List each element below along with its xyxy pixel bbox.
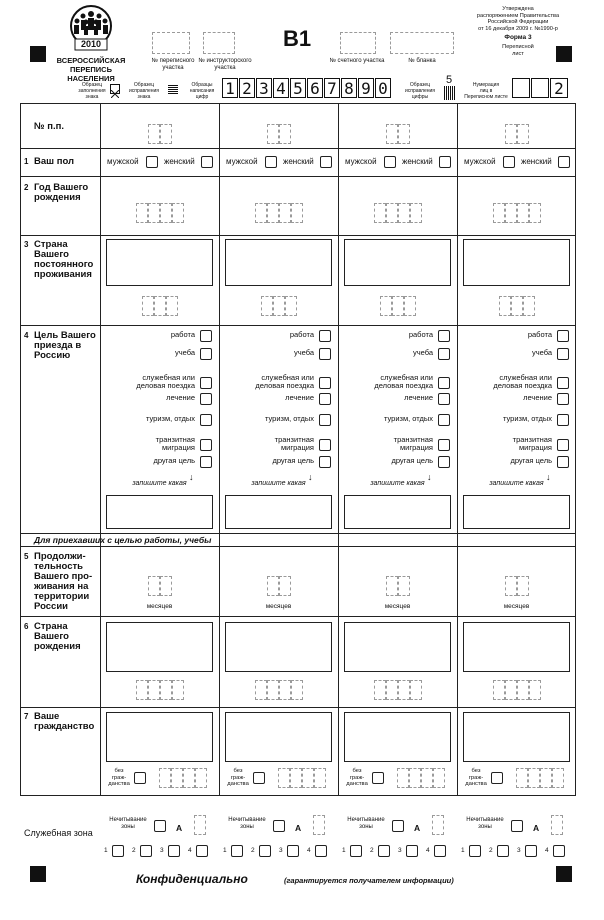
birth-country-code-cell[interactable] xyxy=(160,680,172,700)
arrow-down-icon: ↓ xyxy=(308,472,313,482)
birth-country-code-cell[interactable] xyxy=(172,680,184,700)
person-number-cell[interactable] xyxy=(148,124,160,144)
sex-male-label: мужской xyxy=(345,157,377,166)
row-label-stay-duration: Продолжи- тельность Вашего про- живания на территории России xyxy=(34,551,93,612)
sample-digit: 3 xyxy=(256,78,272,98)
service-number: 3 xyxy=(398,847,402,854)
sex-female-checkbox[interactable] xyxy=(201,156,213,168)
logo-line1: ВСЕРОССИЙСКАЯ xyxy=(56,56,126,65)
birth-year-cell[interactable] xyxy=(172,203,184,223)
district-number-box[interactable] xyxy=(152,32,190,54)
other-purpose-input[interactable] xyxy=(225,495,332,529)
nonread-checkbox[interactable] xyxy=(392,820,404,832)
service-number: 2 xyxy=(370,847,374,854)
person-number-cell[interactable] xyxy=(517,124,529,144)
visit-purpose-option-label: служебная или деловая поездка xyxy=(136,373,195,390)
service-number: 2 xyxy=(132,847,136,854)
months-unit-label: месяцев xyxy=(503,603,530,610)
visit-purpose-option-label: служебная или деловая поездка xyxy=(255,373,314,390)
birth-year-cell[interactable] xyxy=(386,203,398,223)
visit-purpose-checkbox[interactable] xyxy=(200,456,212,468)
citizenship-code-cell[interactable] xyxy=(278,768,290,788)
birth-year-cell[interactable] xyxy=(279,203,291,223)
service-number: 3 xyxy=(160,847,164,854)
months-unit-label: месяцев xyxy=(384,603,411,610)
row-label-citizenship: Ваше гражданство xyxy=(34,711,95,732)
service-number: 4 xyxy=(426,847,430,854)
row-number: 6 xyxy=(24,622,29,631)
citizenship-code-cell[interactable] xyxy=(314,768,326,788)
months-unit-label: месяцев xyxy=(146,603,173,610)
birth-country-code-cell[interactable] xyxy=(398,680,410,700)
citizenship-code-cell[interactable] xyxy=(528,768,540,788)
sample-digit: 8 xyxy=(341,78,357,98)
residence-country-code-cell[interactable] xyxy=(261,296,273,316)
visit-purpose-checkbox[interactable] xyxy=(557,439,569,451)
service-code-cell[interactable] xyxy=(194,815,206,835)
write-hint: запишите какая xyxy=(370,480,425,487)
visit-purpose-checkbox[interactable] xyxy=(319,330,331,342)
visit-purpose-option-label: туризм, отдых xyxy=(145,414,195,423)
write-hint: запишите какая xyxy=(132,480,187,487)
service-code-cell[interactable] xyxy=(432,815,444,835)
people-numbering-label: Нумерация лиц в Переписном листе xyxy=(464,82,508,100)
sex-male-label: мужской xyxy=(464,157,496,166)
sample-digits-label: Образцы написания цифр xyxy=(189,82,215,100)
row-label-sex: Ваш пол xyxy=(34,156,75,167)
service-number-checkbox[interactable] xyxy=(168,845,180,857)
form-name: Форма 3 xyxy=(504,34,532,42)
service-number-checkbox[interactable] xyxy=(196,845,208,857)
sex-female-checkbox[interactable] xyxy=(439,156,451,168)
visit-purpose-checkbox[interactable] xyxy=(200,348,212,360)
service-number-checkbox[interactable] xyxy=(231,845,243,857)
sample-fix-label: Образец исправления знака xyxy=(128,82,160,100)
service-number: 4 xyxy=(307,847,311,854)
visit-purpose-option-label: учеба xyxy=(174,348,195,357)
birth-country-input[interactable] xyxy=(344,622,451,672)
visit-purpose-checkbox[interactable] xyxy=(319,393,331,405)
stay-months-cell[interactable] xyxy=(398,576,410,596)
nonread-label: Нечитывание зоны xyxy=(466,817,504,830)
residence-country-code-cell[interactable] xyxy=(511,296,523,316)
visit-purpose-checkbox[interactable] xyxy=(438,456,450,468)
citizenship-code-cell[interactable] xyxy=(409,768,421,788)
citizenship-code-cell[interactable] xyxy=(540,768,552,788)
residence-country-input[interactable] xyxy=(225,239,332,286)
service-number-checkbox[interactable] xyxy=(350,845,362,857)
write-hint: запишите какая xyxy=(489,480,544,487)
person-number-cell[interactable] xyxy=(267,124,279,144)
banner-work-study: Для приехавших с целью работы, учебы xyxy=(34,535,212,545)
service-code-cell[interactable] xyxy=(313,815,325,835)
row-label-number: № п.п. xyxy=(34,121,64,132)
birth-year-cell[interactable] xyxy=(255,203,267,223)
registration-mark-top-left xyxy=(30,46,46,62)
stay-months-cell[interactable] xyxy=(505,576,517,596)
sex-female-checkbox[interactable] xyxy=(320,156,332,168)
citizenship-code-cell[interactable] xyxy=(290,768,302,788)
stay-months-cell[interactable] xyxy=(517,576,529,596)
residence-country-code-cell[interactable] xyxy=(404,296,416,316)
visit-purpose-checkbox[interactable] xyxy=(319,439,331,451)
visit-purpose-option-label: транзитная миграция xyxy=(274,435,314,452)
visit-purpose-checkbox[interactable] xyxy=(319,348,331,360)
visit-purpose-checkbox[interactable] xyxy=(200,330,212,342)
birth-year-cell[interactable] xyxy=(529,203,541,223)
visit-purpose-option-label: работа xyxy=(408,330,433,339)
confidential-label: Конфиденциально xyxy=(136,872,248,886)
birth-country-code-cell[interactable] xyxy=(136,680,148,700)
service-letter: А xyxy=(176,823,183,833)
service-number: 2 xyxy=(489,847,493,854)
field-label-instructor: № инструкторского участка xyxy=(198,58,252,71)
visit-purpose-option-label: другая цель xyxy=(272,456,314,465)
nonread-checkbox[interactable] xyxy=(511,820,523,832)
row-label-birth-year: Год Вашего рождения xyxy=(34,182,89,203)
citizenship-code-cell[interactable] xyxy=(421,768,433,788)
row-label-visit-purpose: Цель Вашего приезда в Россию xyxy=(34,330,96,361)
service-number-checkbox[interactable] xyxy=(315,845,327,857)
service-number: 3 xyxy=(517,847,521,854)
sex-male-label: мужской xyxy=(107,157,139,166)
sex-female-label: женский xyxy=(521,157,552,166)
sex-male-checkbox[interactable] xyxy=(503,156,515,168)
residence-country-code-cell[interactable] xyxy=(154,296,166,316)
service-number: 1 xyxy=(461,847,465,854)
birth-country-code-cell[interactable] xyxy=(517,680,529,700)
birth-year-cell[interactable] xyxy=(374,203,386,223)
service-number-checkbox[interactable] xyxy=(378,845,390,857)
sample-digit: 4 xyxy=(273,78,289,98)
sample-digits-row xyxy=(222,78,392,100)
sex-female-label: женский xyxy=(402,157,433,166)
stay-months-cell[interactable] xyxy=(279,576,291,596)
birth-country-input[interactable] xyxy=(463,622,570,672)
service-number: 1 xyxy=(223,847,227,854)
visit-purpose-checkbox[interactable] xyxy=(557,348,569,360)
visit-purpose-checkbox[interactable] xyxy=(557,377,569,389)
service-number-checkbox[interactable] xyxy=(406,845,418,857)
stateless-label: без граж- данства xyxy=(465,768,487,788)
visit-purpose-option-label: работа xyxy=(170,330,195,339)
sample-fix-digit-label: Образец исправления цифры xyxy=(404,82,436,100)
other-purpose-input[interactable] xyxy=(463,495,570,529)
visit-purpose-checkbox[interactable] xyxy=(557,330,569,342)
sex-female-checkbox[interactable] xyxy=(558,156,570,168)
registration-mark-bottom-right xyxy=(556,866,572,882)
nonread-label: Нечитывание зоны xyxy=(228,817,266,830)
service-number-checkbox[interactable] xyxy=(497,845,509,857)
citizenship-code-cell[interactable] xyxy=(183,768,195,788)
visit-purpose-checkbox[interactable] xyxy=(438,330,450,342)
service-number-checkbox[interactable] xyxy=(259,845,271,857)
stay-months-cell[interactable] xyxy=(160,576,172,596)
birth-year-cell[interactable] xyxy=(410,203,422,223)
stay-months-cell[interactable] xyxy=(148,576,160,596)
service-number-checkbox[interactable] xyxy=(525,845,537,857)
visit-purpose-checkbox[interactable] xyxy=(438,377,450,389)
visit-purpose-option-label: учеба xyxy=(293,348,314,357)
residence-country-code-cell[interactable] xyxy=(166,296,178,316)
row-label-residence-country: Страна Вашего постоянного проживания xyxy=(34,239,94,280)
sample-digit: 2 xyxy=(239,78,255,98)
logo-line2: ПЕРЕПИСЬ НАСЕЛЕНИЯ xyxy=(67,65,115,83)
visit-purpose-option-label: другая цель xyxy=(510,456,552,465)
sample-fix-box xyxy=(168,84,178,94)
nonread-label: Нечитывание зоны xyxy=(109,817,147,830)
sample-digit: 9 xyxy=(358,78,374,98)
sample-digit: 5 xyxy=(290,78,306,98)
field-label-count: № счетного участка xyxy=(329,58,385,64)
service-number-checkbox[interactable] xyxy=(434,845,446,857)
birth-country-code-cell[interactable] xyxy=(255,680,267,700)
residence-country-code-cell[interactable] xyxy=(273,296,285,316)
residence-country-input[interactable] xyxy=(344,239,451,286)
months-unit-label: месяцев xyxy=(265,603,292,610)
service-number-checkbox[interactable] xyxy=(287,845,299,857)
census-logo xyxy=(55,4,127,83)
sex-male-checkbox[interactable] xyxy=(265,156,277,168)
arrow-down-icon: ↓ xyxy=(189,472,194,482)
service-letter: А xyxy=(533,823,540,833)
birth-year-cell[interactable] xyxy=(267,203,279,223)
row-number: 3 xyxy=(24,240,29,249)
registration-mark-bottom-left xyxy=(30,866,46,882)
service-number: 1 xyxy=(104,847,108,854)
visit-purpose-checkbox[interactable] xyxy=(557,414,569,426)
visit-purpose-checkbox[interactable] xyxy=(319,456,331,468)
citizenship-input[interactable] xyxy=(344,712,451,762)
sex-female-label: женский xyxy=(283,157,314,166)
guarantee-note: (гарантируется получателем информации) xyxy=(284,876,454,885)
stay-months-cell[interactable] xyxy=(267,576,279,596)
service-code-cell[interactable] xyxy=(551,815,563,835)
birth-country-code-cell[interactable] xyxy=(267,680,279,700)
visit-purpose-checkbox[interactable] xyxy=(200,439,212,451)
row-label-birth-country: Страна Вашего рождения xyxy=(34,621,81,652)
form-code: В1 xyxy=(282,26,312,51)
visit-purpose-option-label: транзитная миграция xyxy=(393,435,433,452)
sample-digit: 1 xyxy=(222,78,238,98)
field-label-form: № бланка xyxy=(408,58,436,64)
residence-country-code-cell[interactable] xyxy=(380,296,392,316)
arrow-down-icon: ↓ xyxy=(427,472,432,482)
nonread-checkbox[interactable] xyxy=(154,820,166,832)
service-number-checkbox[interactable] xyxy=(112,845,124,857)
visit-purpose-checkbox[interactable] xyxy=(438,348,450,360)
citizenship-code-cell[interactable] xyxy=(195,768,207,788)
visit-purpose-option-label: туризм, отдых xyxy=(502,414,552,423)
service-number: 4 xyxy=(188,847,192,854)
birth-year-cell[interactable] xyxy=(148,203,160,223)
visit-purpose-option-label: лечение xyxy=(166,393,195,402)
service-number: 4 xyxy=(545,847,549,854)
birth-country-input[interactable] xyxy=(106,622,213,672)
stateless-label: без граж- данства xyxy=(108,768,130,788)
person-number-cell[interactable] xyxy=(386,124,398,144)
birth-year-cell[interactable] xyxy=(136,203,148,223)
cross-mark-icon xyxy=(111,90,119,98)
nonread-checkbox[interactable] xyxy=(273,820,285,832)
service-number-checkbox[interactable] xyxy=(469,845,481,857)
residence-country-code-cell[interactable] xyxy=(392,296,404,316)
visit-purpose-checkbox[interactable] xyxy=(438,393,450,405)
birth-country-code-cell[interactable] xyxy=(493,680,505,700)
visit-purpose-option-label: туризм, отдых xyxy=(383,414,433,423)
birth-year-cell[interactable] xyxy=(398,203,410,223)
residence-country-code-cell[interactable] xyxy=(523,296,535,316)
service-zone-label: Служебная зона xyxy=(24,828,93,838)
birth-year-cell[interactable] xyxy=(505,203,517,223)
person-number-cell[interactable] xyxy=(160,124,172,144)
stateless-label: без граж- данства xyxy=(227,768,249,788)
stateless-checkbox[interactable] xyxy=(134,772,146,784)
other-purpose-input[interactable] xyxy=(106,495,213,529)
service-number: 1 xyxy=(342,847,346,854)
stay-months-cell[interactable] xyxy=(386,576,398,596)
visit-purpose-checkbox[interactable] xyxy=(319,414,331,426)
citizenship-input[interactable] xyxy=(106,712,213,762)
service-number: 3 xyxy=(279,847,283,854)
service-number-checkbox[interactable] xyxy=(140,845,152,857)
row-number: 5 xyxy=(24,552,29,561)
visit-purpose-option-label: транзитная миграция xyxy=(155,435,195,452)
citizenship-code-cell[interactable] xyxy=(302,768,314,788)
sex-male-label: мужской xyxy=(226,157,258,166)
instructor-district-box[interactable] xyxy=(203,32,235,54)
people-number-value: 2 xyxy=(550,78,568,98)
service-number: 2 xyxy=(251,847,255,854)
visit-purpose-option-label: работа xyxy=(289,330,314,339)
person-number-cell[interactable] xyxy=(279,124,291,144)
citizenship-input[interactable] xyxy=(225,712,332,762)
arrow-down-icon: ↓ xyxy=(546,472,551,482)
other-purpose-input[interactable] xyxy=(344,495,451,529)
people-number-boxes[interactable] xyxy=(512,78,569,98)
citizenship-code-cell[interactable] xyxy=(397,768,409,788)
birth-year-cell[interactable] xyxy=(493,203,505,223)
birth-country-code-cell[interactable] xyxy=(291,680,303,700)
visit-purpose-option-label: служебная или деловая поездка xyxy=(493,373,552,390)
visit-purpose-option-label: лечение xyxy=(404,393,433,402)
visit-purpose-option-label: учеба xyxy=(412,348,433,357)
birth-country-code-cell[interactable] xyxy=(410,680,422,700)
citizenship-code-cell[interactable] xyxy=(433,768,445,788)
birth-year-cell[interactable] xyxy=(160,203,172,223)
citizenship-code-cell[interactable] xyxy=(516,768,528,788)
service-letter: А xyxy=(295,823,302,833)
citizenship-code-cell[interactable] xyxy=(171,768,183,788)
residence-country-input[interactable] xyxy=(106,239,213,286)
visit-purpose-checkbox[interactable] xyxy=(557,456,569,468)
birth-country-code-cell[interactable] xyxy=(374,680,386,700)
approval-text: Утверждена распоряжением Правительства Российской Федерации от 16 декабря 2009 г. №1990-р Форма 3 Переписной лист xyxy=(462,6,574,57)
birth-country-code-cell[interactable] xyxy=(505,680,517,700)
field-label-district: № переписного участка xyxy=(151,58,195,71)
residence-country-code-cell[interactable] xyxy=(499,296,511,316)
citizenship-code-cell[interactable] xyxy=(159,768,171,788)
residence-country-code-cell[interactable] xyxy=(142,296,154,316)
birth-country-code-cell[interactable] xyxy=(279,680,291,700)
sex-male-checkbox[interactable] xyxy=(384,156,396,168)
stateless-label: без граж- данства xyxy=(346,768,368,788)
birth-year-cell[interactable] xyxy=(291,203,303,223)
sample-mark-label: Образец заполнения знака xyxy=(78,82,106,100)
sample-digit: 6 xyxy=(307,78,323,98)
stateless-checkbox[interactable] xyxy=(491,772,503,784)
logo-year: 2010 xyxy=(80,39,102,49)
birth-country-code-cell[interactable] xyxy=(148,680,160,700)
row-number: 7 xyxy=(24,712,29,721)
visit-purpose-checkbox[interactable] xyxy=(438,439,450,451)
count-district-box[interactable] xyxy=(340,32,376,54)
stateless-checkbox[interactable] xyxy=(253,772,265,784)
write-hint: запишите какая xyxy=(251,480,306,487)
service-number-checkbox[interactable] xyxy=(553,845,565,857)
citizenship-input[interactable] xyxy=(463,712,570,762)
row-number: 2 xyxy=(24,183,29,192)
sex-male-checkbox[interactable] xyxy=(146,156,158,168)
person-number-cell[interactable] xyxy=(398,124,410,144)
residence-country-code-cell[interactable] xyxy=(285,296,297,316)
visit-purpose-option-label: транзитная миграция xyxy=(512,435,552,452)
citizenship-code-cell[interactable] xyxy=(552,768,564,788)
row-number: 4 xyxy=(24,331,29,340)
fix-digit-box xyxy=(444,86,456,100)
sample-digit: 7 xyxy=(324,78,340,98)
visit-purpose-option-label: учеба xyxy=(531,348,552,357)
birth-country-input[interactable] xyxy=(225,622,332,672)
form-number-box[interactable] xyxy=(390,32,454,54)
visit-purpose-checkbox[interactable] xyxy=(200,414,212,426)
birth-country-code-cell[interactable] xyxy=(529,680,541,700)
fix-digit: 5 xyxy=(446,74,453,86)
person-number-cell[interactable] xyxy=(505,124,517,144)
visit-purpose-option-label: лечение xyxy=(285,393,314,402)
visit-purpose-option-label: другая цель xyxy=(391,456,433,465)
visit-purpose-option-label: работа xyxy=(527,330,552,339)
visit-purpose-option-label: туризм, отдых xyxy=(264,414,314,423)
residence-country-input[interactable] xyxy=(463,239,570,286)
stateless-checkbox[interactable] xyxy=(372,772,384,784)
visit-purpose-option-label: служебная или деловая поездка xyxy=(374,373,433,390)
birth-year-cell[interactable] xyxy=(517,203,529,223)
birth-country-code-cell[interactable] xyxy=(386,680,398,700)
sample-digit: 0 xyxy=(375,78,391,98)
nonread-label: Нечитывание зоны xyxy=(347,817,385,830)
sex-female-label: женский xyxy=(164,157,195,166)
visit-purpose-option-label: лечение xyxy=(523,393,552,402)
visit-purpose-checkbox[interactable] xyxy=(557,393,569,405)
visit-purpose-checkbox[interactable] xyxy=(200,393,212,405)
row-number: 1 xyxy=(24,157,29,166)
visit-purpose-checkbox[interactable] xyxy=(438,414,450,426)
visit-purpose-option-label: другая цель xyxy=(153,456,195,465)
visit-purpose-checkbox[interactable] xyxy=(319,377,331,389)
visit-purpose-checkbox[interactable] xyxy=(200,377,212,389)
service-letter: А xyxy=(414,823,421,833)
sample-mark-box xyxy=(110,84,120,94)
